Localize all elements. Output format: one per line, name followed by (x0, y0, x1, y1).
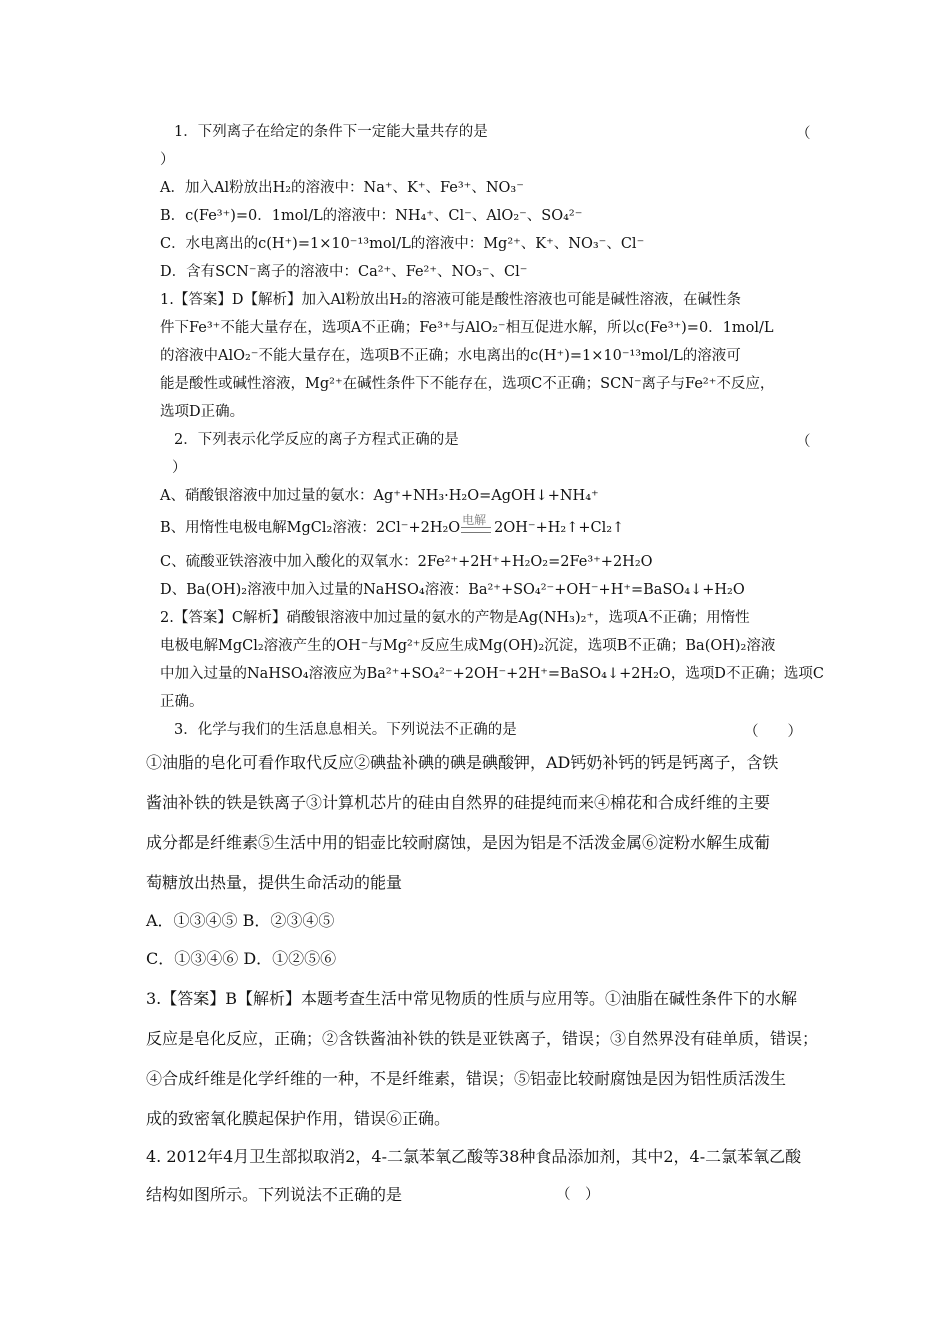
q1-answer-line: 选项D正确。 (160, 404, 245, 420)
q1-option-c: C．水电离出的c(H⁺)=1×10⁻¹³mol/L的溶液中：Mg²⁺、K⁺、NO₃⁻、Cl⁻ (160, 236, 645, 252)
q1-answer-line: 的溶液中AlO₂⁻不能大量存在，选项B不正确；水电离出的c(H⁺)=1×10⁻¹³mol/L的溶液可 (160, 348, 741, 364)
q3-answer-line: 反应是皂化反应，正确；②含铁酱油补铁的铁是亚铁离子，错误；③自然界没有硅单质，错误； (146, 1029, 819, 1048)
q3-body-line: ①油脂的皂化可看作取代反应②碘盐补碘的碘是碘酸钾，AD钙奶补钙的钙是钙离子，含铁 (146, 753, 779, 772)
equilibrium-sign (461, 527, 491, 533)
q1-option-d: D．含有SCN⁻离子的溶液中：Ca²⁺、Fe²⁺、NO₃⁻、Cl⁻ (160, 264, 528, 280)
q4-paren: （ ） (556, 1187, 600, 1203)
q2-answer-line: 电极电解MgCl₂溶液产生的OH⁻与Mg²⁺反应生成Mg(OH)₂沉淀，选项B不正确；Ba(OH)₂溶液 (160, 638, 776, 654)
q2-answer-line: 2.【答案】C解析】硝酸银溶液中加过量的氨水的产物是Ag(NH₃)₂⁺，选项A不正确；用惰性 (160, 610, 750, 626)
q2-option-a: A、硝酸银溶液中加过量的氨水：Ag⁺+NH₃·H₂O=AgOH↓+NH₄⁺ (160, 488, 599, 504)
q3-body-line: 酱油补铁的铁是铁离子③计算机芯片的硅由自然界的硅提纯而来④棉花和合成纤维的主要 (146, 793, 771, 812)
q2-option-b-suffix: 2OH⁻+H₂↑+Cl₂↑ (494, 520, 625, 536)
q2-option-d: D、Ba(OH)₂溶液中加入过量的NaHSO₄溶液：Ba²⁺+SO₄²⁻+OH⁻+H⁺=BaSO₄↓+H₂O (160, 582, 745, 598)
q4-line: 4. 2012年4月卫生部拟取消2，4-二氯苯氧乙酸等38种食品添加剂，其中2，4-二氯苯氧乙酸 (146, 1147, 802, 1166)
q3-answer-line: ④合成纤维是化学纤维的一种，不是纤维素，错误；⑤铝壶比较耐腐蚀是因为铝性质活泼生 (146, 1069, 787, 1088)
q1-stem: 1．下列离子在给定的条件下一定能大量共存的是 (174, 124, 488, 140)
q2-answer-line: 正确。 (160, 694, 204, 710)
q4-line: 结构如图所示。下列说法不正确的是 (146, 1185, 403, 1204)
q1-option-b: B．c(Fe³⁺)=0．1mol/L的溶液中：NH₄⁺、Cl⁻、AlO₂⁻、SO₄²⁻ (160, 208, 583, 224)
q3-paren: （ ） (744, 724, 802, 740)
q3-answer-line: 成的致密氧化膜起保护作用，错误⑥正确。 (146, 1109, 451, 1128)
q2-paren-open: （ (796, 434, 811, 450)
q2-option-b-prefix: B、用惰性电极电解MgCl₂溶液：2Cl⁻+2H₂O (160, 520, 461, 536)
q2-stem: 2．下列表示化学反应的离子方程式正确的是 (174, 432, 459, 448)
q3-body-line: 萄糖放出热量，提供生命活动的能量 (146, 873, 403, 892)
q1-answer-line: 1.【答案】D【解析】加入Al粉放出H₂的溶液可能是酸性溶液也可能是碱性溶液，在碱性条 (160, 292, 742, 308)
q1-answer-line: 能是酸性或碱性溶液，Mg²⁺在碱性条件下不能存在，选项C不正确；SCN⁻离子与Fe²⁺不反应， (160, 376, 775, 392)
q3-stem: 3．化学与我们的生活息息相关。下列说法不正确的是 (174, 722, 517, 738)
q2-paren-close: ） (172, 460, 187, 476)
q3-body-line: 成分都是纤维素⑤生活中用的铝壶比较耐腐蚀，是因为铝是不活泼金属⑥淀粉水解生成葡 (146, 833, 771, 852)
q1-paren-close: ） (160, 152, 175, 168)
q1-answer-line: 件下Fe³⁺不能大量存在，选项A不正确；Fe³⁺与AlO₂⁻相互促进水解，所以c(Fe³⁺)=0．1mol/L (160, 320, 774, 336)
q1-paren-open: （ (796, 126, 811, 142)
electrolysis-label: 电解 (462, 513, 487, 527)
q3-answer-line: 3.【答案】B【解析】本题考查生活中常见物质的性质与应用等。①油脂在碱性条件下的水解 (146, 989, 798, 1008)
q3-options-ab: A．①③④⑤ B．②③④⑤ (146, 911, 335, 930)
electrolysis-condition (460, 513, 494, 538)
q1-option-a: A．加入Al粉放出H₂的溶液中：Na⁺、K⁺、Fe³⁺、NO₃⁻ (160, 180, 524, 196)
q2-answer-line: 中加入过量的NaHSO₄溶液应为Ba²⁺+SO₄²⁻+2OH⁻+2H⁺=BaSO₄↓+2H₂O，选项D不正确；选项C (160, 666, 825, 682)
q2-option-b (160, 513, 625, 538)
q2-option-c: C、硫酸亚铁溶液中加入酸化的双氧水：2Fe²⁺+2H⁺+H₂O₂=2Fe³⁺+2H₂O (160, 554, 653, 570)
q3-options-cd: C．①③④⑥ D．①②⑤⑥ (146, 949, 337, 968)
